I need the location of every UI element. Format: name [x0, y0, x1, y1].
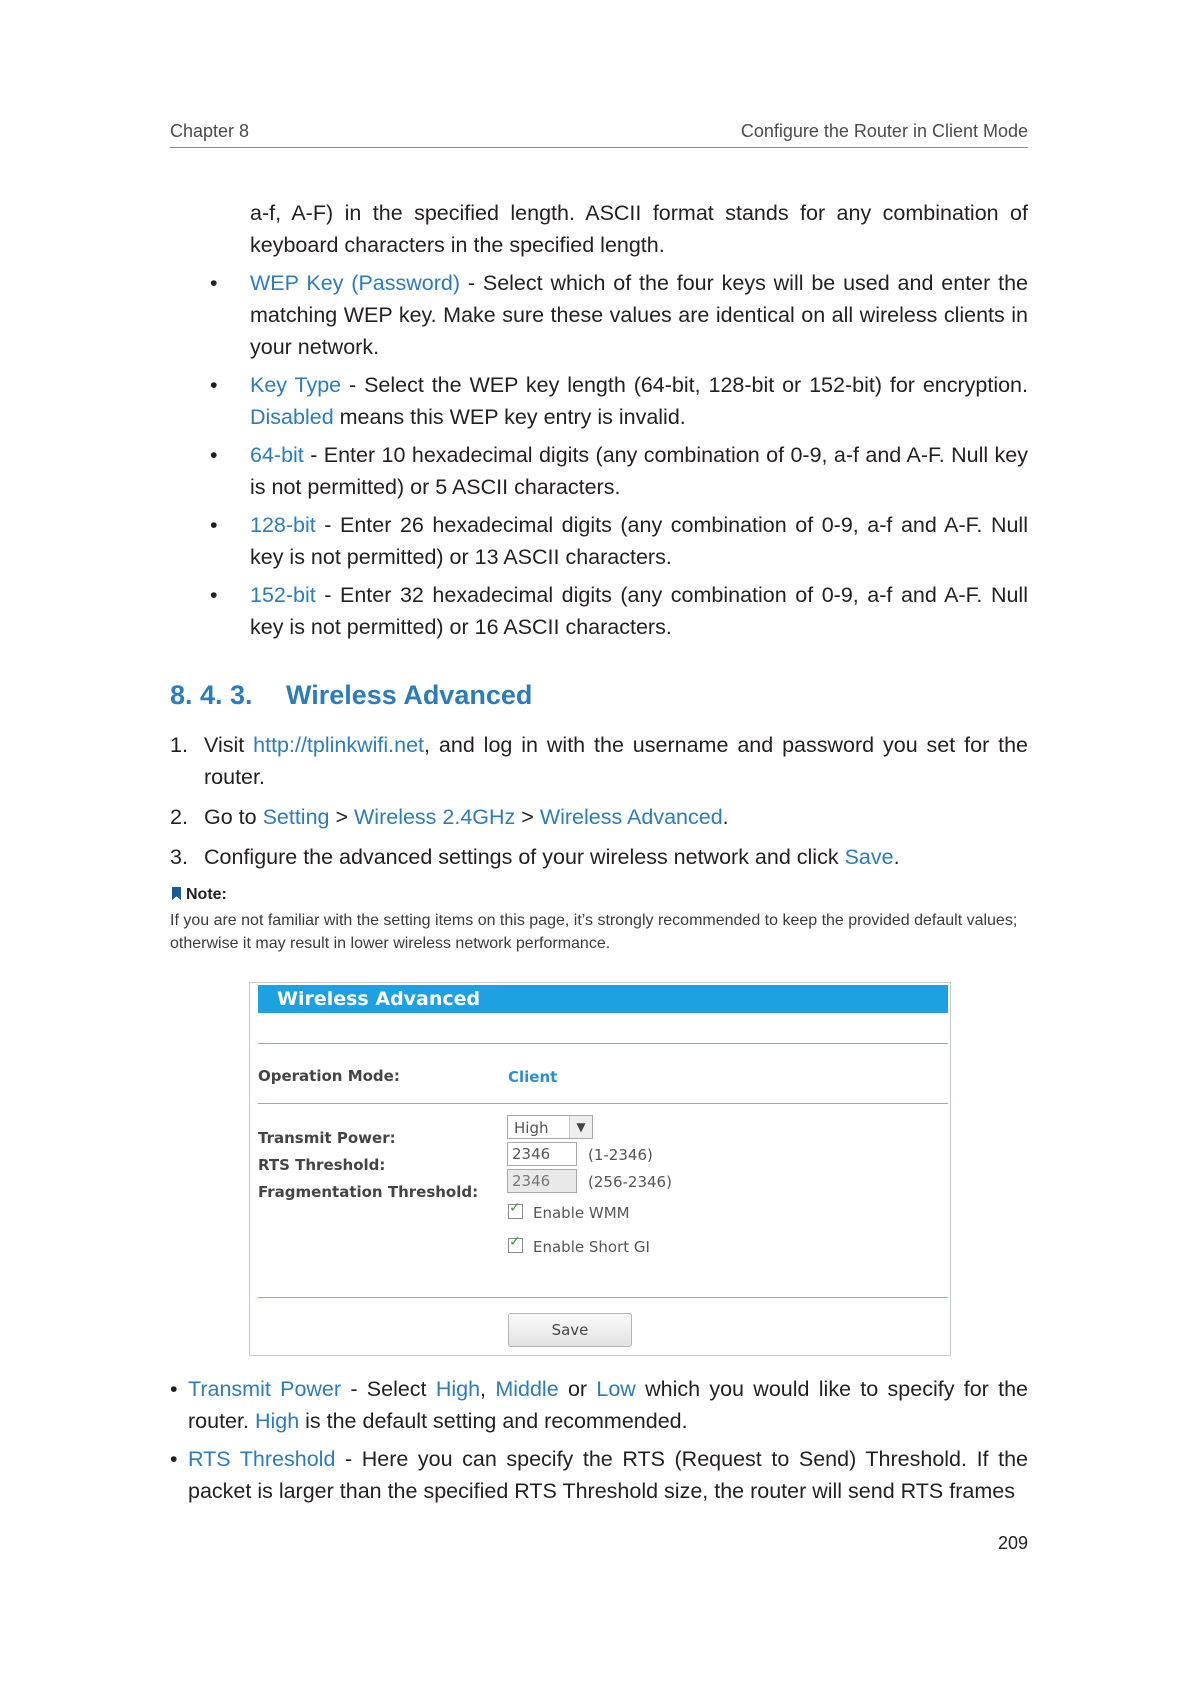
- fragmentation-threshold-input[interactable]: 2346: [507, 1169, 577, 1193]
- list-item: • 64-bit - Enter 10 hexadecimal digits (any combination of 0-9, a-f and A-F. Null key is not permitted) or 5 ASCII characters.: [210, 443, 1028, 499]
- fragmentation-threshold-label: Fragmentation Threshold:: [258, 1183, 479, 1201]
- chevron-down-icon[interactable]: ▼: [569, 1116, 592, 1138]
- page-number: 209: [997, 1533, 1028, 1553]
- list-item: • WEP Key (Password) - Select which of the four keys will be used and enter the matching WEP key. Make sure these values are identical on all wireless clients in your network.: [210, 271, 1028, 359]
- enable-short-gi-label: Enable Short GI: [533, 1238, 650, 1256]
- panel-title: Wireless Advanced: [258, 985, 948, 1013]
- note-text: If you are not familiar with the setting items on this page, it’s strongly recommended to keep the provided default values; otherwise it may result in lower wireless network performance.: [170, 912, 1018, 952]
- option-low: Low: [596, 1377, 636, 1401]
- checkbox-checked-icon[interactable]: [508, 1204, 523, 1219]
- term-152bit: 152-bit: [250, 583, 316, 607]
- transmit-power-select[interactable]: [507, 1115, 593, 1139]
- transmit-power-label: Transmit Power:: [258, 1129, 396, 1147]
- tplinkwifi-link[interactable]: http://tplinkwifi.net: [253, 733, 425, 757]
- chapter-title: Configure the Router in Client Mode: [740, 121, 1028, 141]
- checkbox-checked-icon[interactable]: [508, 1238, 523, 1253]
- operation-mode-label: Operation Mode:: [258, 1067, 400, 1085]
- list-item: • Transmit Power - Select High, Middle or Low which you would like to specify for the router. High is the default setting and recommended.: [170, 1377, 1028, 1433]
- option-high-default: High: [254, 1409, 300, 1433]
- list-item: • 152-bit - Enter 32 hexadecimal digits (any combination of 0-9, a-f and A-F. Null key is not permitted) or 16 ASCII characters.: [210, 583, 1028, 639]
- advanced-bullet-list: [170, 1373, 1028, 1513]
- option-middle: Middle: [495, 1377, 559, 1401]
- bookmark-icon: [172, 887, 181, 900]
- section-number: 8. 4. 3.: [170, 680, 253, 710]
- list-item: • Key Type - Select the WEP key length (64-bit, 128-bit or 152-bit) for encryption. Disabled means this WEP key entry is invalid.: [210, 373, 1028, 429]
- section-heading: [170, 680, 532, 711]
- term-key-type: Key Type: [250, 373, 342, 397]
- menu-wireless-advanced: Wireless Advanced: [539, 805, 723, 829]
- enable-wmm-label: Enable WMM: [533, 1204, 630, 1222]
- rts-threshold-label: RTS Threshold:: [258, 1156, 386, 1174]
- section-title: Wireless Advanced: [286, 680, 533, 710]
- fragmentation-range: (256-2346): [588, 1173, 672, 1191]
- wireless-advanced-panel: [249, 982, 951, 1356]
- operation-mode-value: Client: [508, 1068, 558, 1086]
- enable-wmm-checkbox[interactable]: [508, 1204, 630, 1222]
- menu-wireless-24ghz: Wireless 2.4GHz: [354, 805, 516, 829]
- divider: [258, 1297, 948, 1298]
- divider: [258, 1043, 948, 1044]
- option-high: High: [435, 1377, 481, 1401]
- wep-bullet-list: [210, 267, 1028, 649]
- transmit-power-value: High: [514, 1119, 549, 1137]
- rts-threshold-input[interactable]: 2346: [507, 1142, 577, 1166]
- step-1: 1. Visit http://tplinkwifi.net, and log in with the username and password you set for the router.: [170, 733, 1029, 789]
- page-header: [170, 121, 1028, 148]
- step-3: 3. Configure the advanced settings of your wireless network and click Save.: [170, 845, 900, 869]
- save-button[interactable]: Save: [508, 1313, 632, 1347]
- steps-list: [170, 729, 1028, 881]
- term-64bit: 64-bit: [250, 443, 304, 467]
- continuation-paragraph: a-f, A-F) in the specified length. ASCII format stands for any combination of keyboard characters in the specified length.: [250, 201, 1028, 257]
- save-reference: Save: [844, 845, 894, 869]
- term-disabled: Disabled: [250, 405, 334, 429]
- chapter-label: Chapter 8: [170, 121, 250, 141]
- menu-setting: Setting: [262, 805, 330, 829]
- rts-range: (1-2346): [588, 1146, 653, 1164]
- term-wep-key: WEP Key (Password): [250, 271, 461, 295]
- step-2: 2. Go to Setting > Wireless 2.4GHz > Wireless Advanced.: [170, 805, 729, 829]
- note-title: Note:: [172, 886, 227, 904]
- term-128bit: 128-bit: [250, 513, 316, 537]
- term-rts-threshold: RTS Threshold: [188, 1447, 336, 1471]
- divider: [258, 1103, 948, 1104]
- list-item: • 128-bit - Enter 26 hexadecimal digits (any combination of 0-9, a-f and A-F. Null key is not permitted) or 13 ASCII characters.: [210, 513, 1028, 569]
- enable-short-gi-checkbox[interactable]: [508, 1238, 650, 1256]
- term-transmit-power: Transmit Power: [188, 1377, 342, 1401]
- list-item: • RTS Threshold - Here you can specify the RTS (Request to Send) Threshold. If the packet is larger than the specified RTS Threshold size, the router will send RTS frames: [170, 1447, 1028, 1503]
